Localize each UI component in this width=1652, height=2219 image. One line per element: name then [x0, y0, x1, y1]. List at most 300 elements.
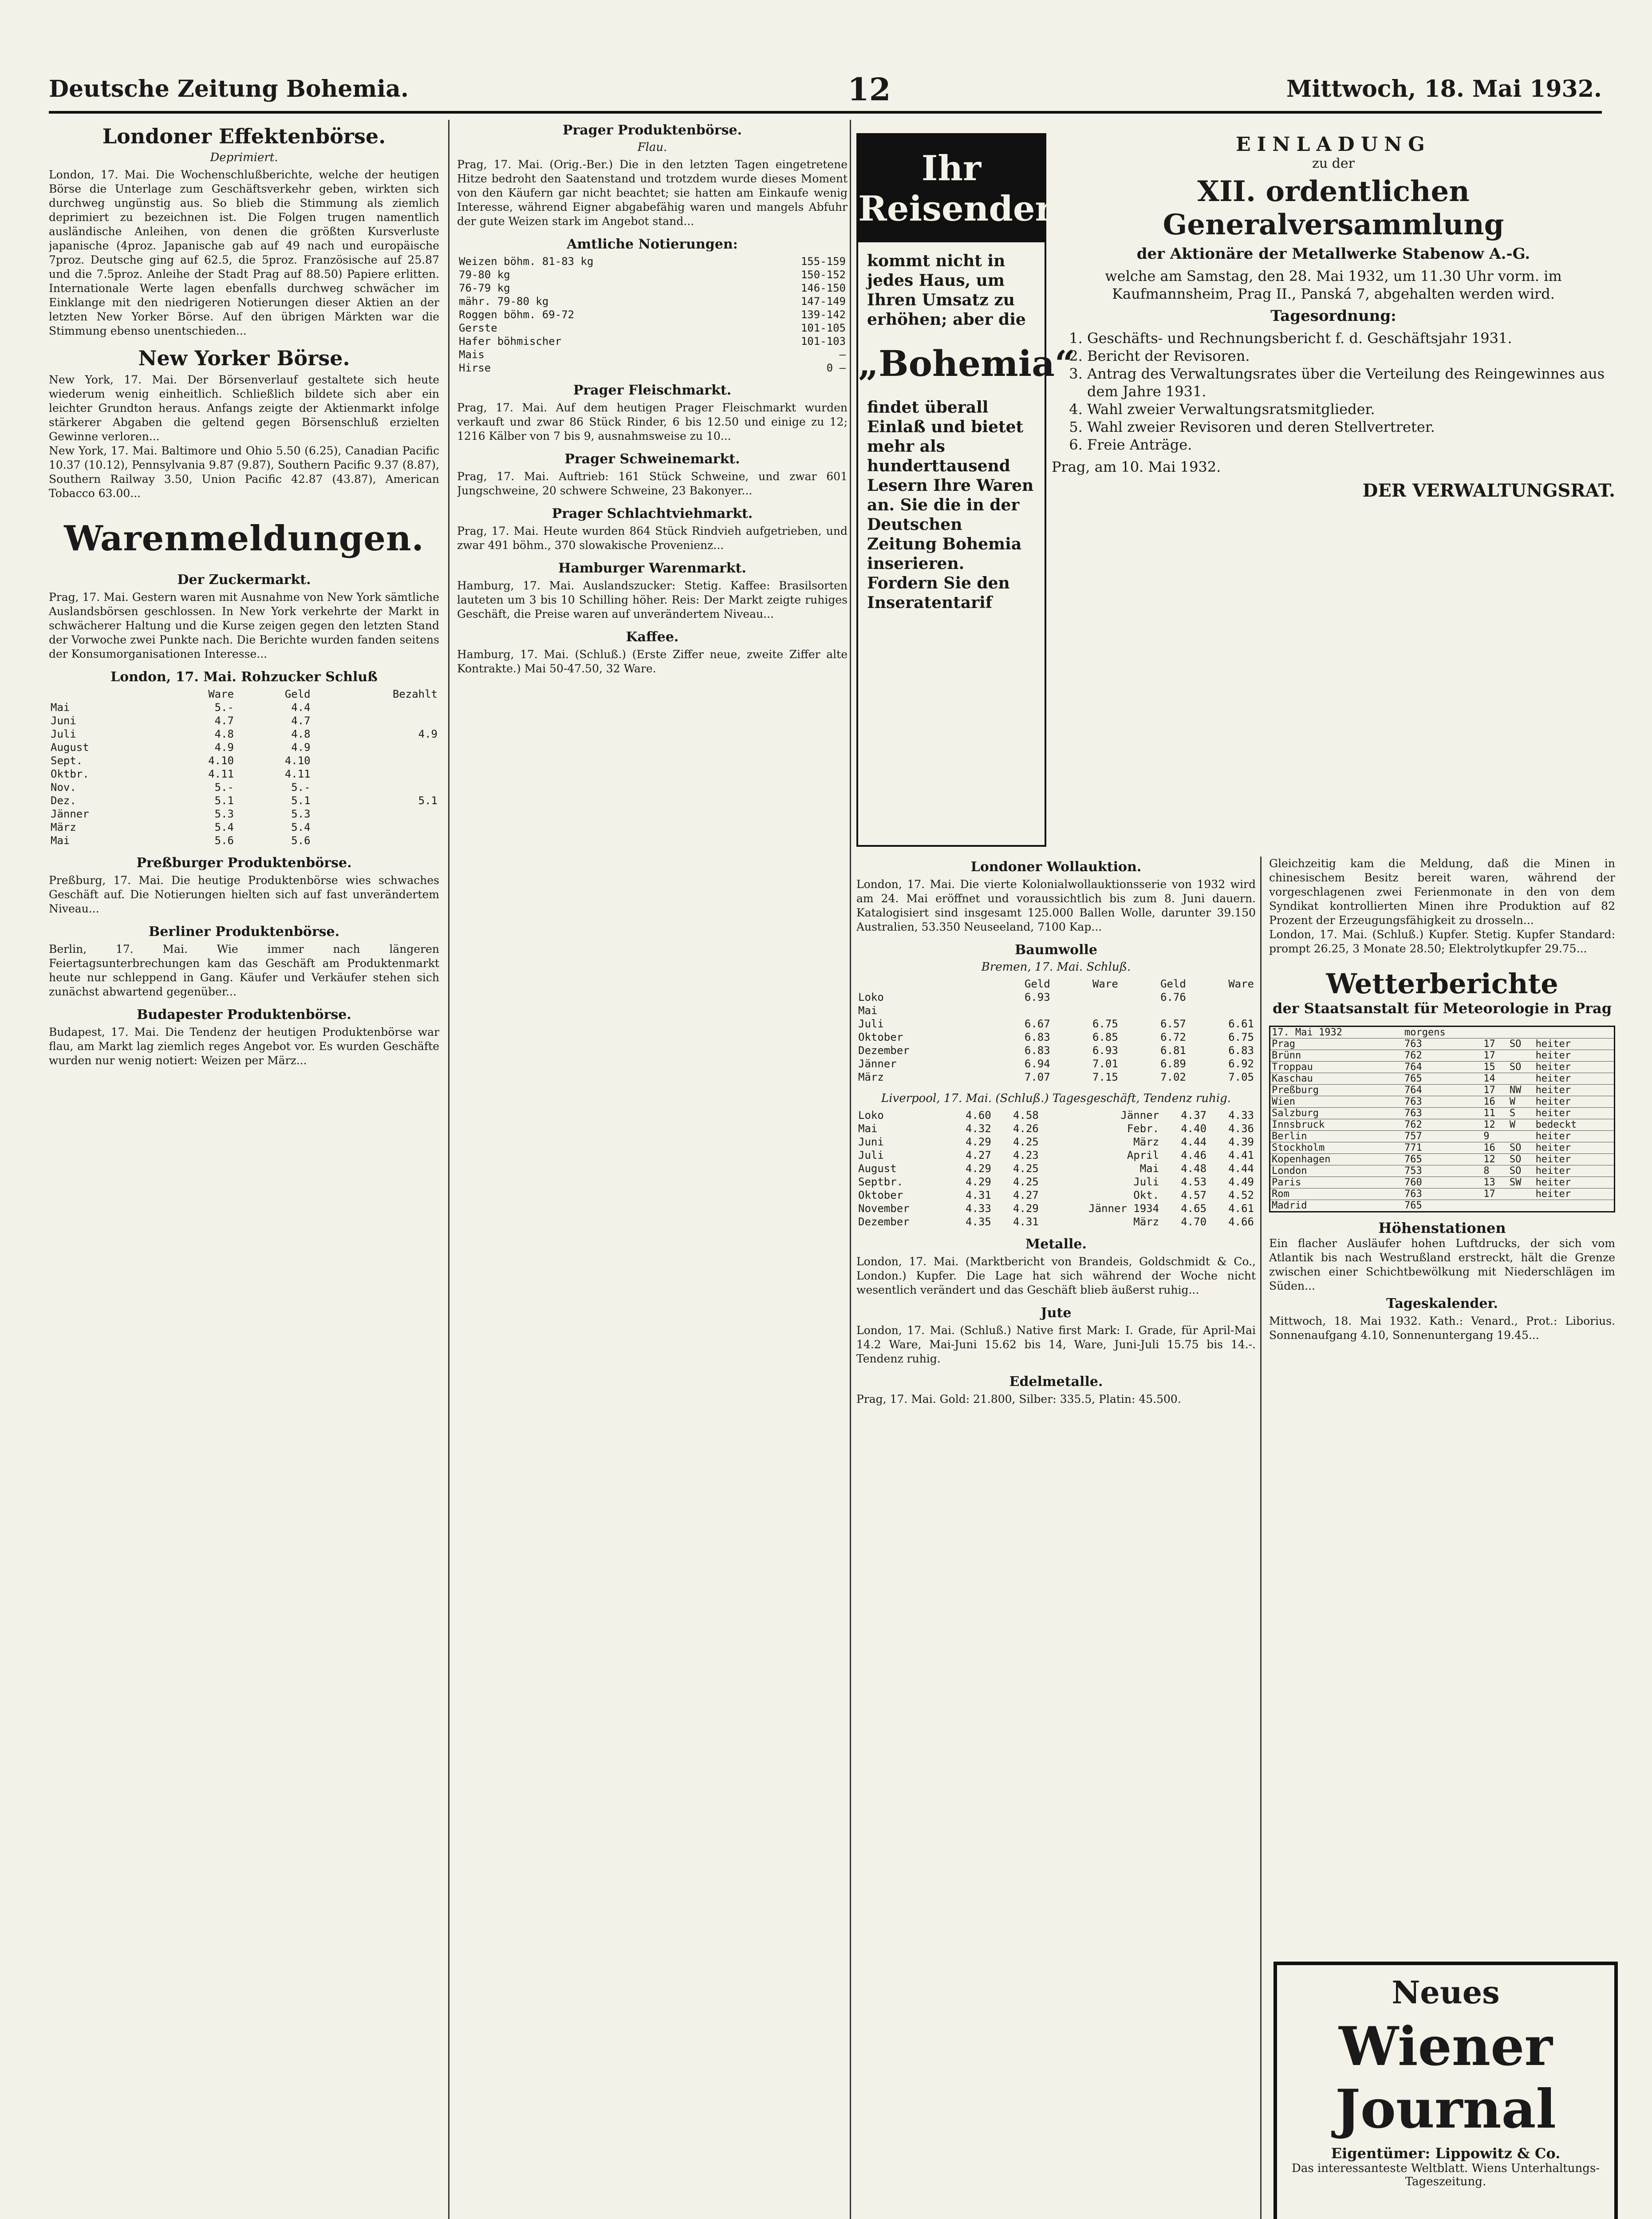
table-cell: 11 [1482, 1108, 1508, 1119]
table-cell: 4.61 [1228, 1202, 1254, 1215]
agenda-item: 5. Wahl zweier Revisoren und deren Stellvertreter. [1087, 418, 1615, 436]
section-title: Londoner Effektenbörse. [102, 124, 386, 148]
table-cell [312, 807, 439, 821]
column-4-top [1269, 857, 1615, 959]
table-cell: Madrid [1270, 1200, 1404, 1212]
jute-section [856, 1305, 1256, 1366]
table-cell: 753 [1403, 1165, 1482, 1177]
table-row [856, 1162, 1256, 1175]
table-cell: NW [1508, 1085, 1534, 1096]
table-cell: Dez. [51, 794, 76, 807]
table-cell: Juli [858, 1018, 884, 1030]
table-cell: 5.4 [291, 821, 311, 833]
table-cell: Stockholm [1270, 1142, 1404, 1154]
table-cell: 6.81 [1160, 1044, 1186, 1057]
article-text: Hamburg, 17. Mai. Auslandszucker: Stetig. Kaffee: Brasilsorten lauteten um 3 bis 10 Schilling höher. Reis: Der Markt zeigte ruhiges Geschäft, die Preise waren auf unverändertem Niveau... [457, 579, 848, 620]
table-header-cell [1534, 1027, 1615, 1038]
table-cell: mähr. 79-80 kg [459, 295, 549, 308]
table-row [1270, 1119, 1615, 1131]
column-2 [457, 120, 848, 2219]
table-cell: 6.75 [1092, 1018, 1118, 1030]
article-text: Hamburg, 17. Mai. (Schluß.) (Erste Ziffer neue, zweite Ziffer alte Kontrakte.) Mai 50-47.50, 32 Ware. [457, 648, 848, 675]
table-cell: Salzburg [1270, 1108, 1404, 1119]
table-cell: Oktbr. [51, 768, 89, 780]
section-title: Edelmetalle. [1009, 1374, 1103, 1390]
table-row [1270, 1073, 1615, 1085]
table-title: London, 17. Mai. Rohzucker Schluß [110, 669, 378, 685]
invitation-company: der Aktionäre der Metallwerke Stabenow A.-G. [1136, 245, 1530, 263]
invitation-when: welche am Samstag, den 28. Mai 1932, um 11.30 Uhr vorm. im Kaufmannsheim, Prag II., Panská 7, abgehalten werden wird. [1105, 268, 1562, 302]
weather-title: Wetterberichte [1326, 967, 1558, 1000]
table-cell: 6.93 [1024, 991, 1050, 1003]
schlacht-section [457, 506, 848, 553]
table-cell [312, 714, 439, 727]
table-cell: Mai [858, 1122, 878, 1135]
section-title: Jute [1041, 1305, 1072, 1321]
column-4-text [1269, 857, 1615, 956]
table-cell [312, 821, 439, 834]
section-subtitle: Flau. [637, 141, 667, 154]
agenda-title: Tagesordnung: [1270, 307, 1396, 325]
table-cell: 4.11 [208, 768, 234, 780]
table-cell: Okt. [1133, 1189, 1159, 1201]
table-cell [1120, 1004, 1188, 1017]
table-row [457, 361, 848, 375]
table-cell: 8 [1482, 1165, 1508, 1177]
table-row [856, 1175, 1256, 1188]
table-cell: 13 [1482, 1177, 1508, 1188]
table-row [457, 281, 848, 295]
table-cell: 155-159 [800, 255, 846, 268]
table-cell: 4.41 [1228, 1149, 1254, 1161]
table-cell: 0 — [826, 362, 846, 374]
table-cell: SO [1508, 1038, 1534, 1050]
section-title: Prager Schweinemarkt. [564, 451, 740, 467]
wj-title: Wiener Journal [1335, 2015, 1556, 2140]
table-cell [312, 741, 439, 754]
schweine-section [457, 451, 848, 498]
table-cell: 6.83 [1024, 1044, 1050, 1057]
table-cell: Berlin [1270, 1131, 1404, 1142]
weather-subtitle: der Staatsanstalt für Meteorologie in Prag [1272, 1000, 1612, 1017]
article-text: London, 17. Mai. (Schluß.) Native first Mark: I. Grade, für April-Mai 14.2 Ware, Mai-Juni 15.62 bis 14, Ware, Juni-Juli 15.75 bis 14.-. Tendenz ruhig. [856, 1324, 1256, 1365]
table-cell: März [858, 1071, 884, 1083]
table-row [49, 834, 439, 847]
table-cell [984, 1004, 1052, 1017]
table-row [1270, 1142, 1615, 1154]
table-row [457, 348, 848, 361]
table-cell: 4.4 [291, 701, 311, 714]
liverpool-table [856, 1109, 1256, 1228]
wj-neues: Neues [1392, 1974, 1500, 2011]
table-cell: 763 [1403, 1108, 1482, 1119]
table-cell: heiter [1534, 1038, 1615, 1050]
table-header-cell: morgens [1403, 1027, 1482, 1038]
table-cell: 763 [1403, 1038, 1482, 1050]
table-cell: 4.53 [1181, 1176, 1207, 1188]
table-cell: August [858, 1162, 897, 1175]
table-row [49, 794, 439, 807]
table-cell: 4.58 [1013, 1109, 1039, 1121]
table-cell: 101-103 [800, 335, 846, 347]
table-cell: 4.8 [214, 728, 234, 740]
table-cell: 4.31 [966, 1189, 991, 1201]
section-subtitle: Bremen, 17. Mai. Schluß. [981, 960, 1131, 974]
column-rule [448, 120, 449, 2219]
agenda-item: 2. Bericht der Revisoren. [1087, 347, 1615, 365]
table-cell: März [51, 821, 76, 833]
table-row [1270, 1038, 1615, 1050]
table-row [49, 807, 439, 821]
table-cell: 6.89 [1160, 1058, 1186, 1070]
table-header-cell: Bezahlt [392, 688, 438, 700]
table-cell: 6.67 [1024, 1018, 1050, 1030]
weather-text-block [1269, 1236, 1615, 1342]
table-cell: Mai [51, 834, 70, 847]
table-cell: 5.6 [291, 834, 311, 847]
table-cell: 5.6 [214, 834, 234, 847]
wj-slogan: Das interessanteste Weltblatt. Wiens Unterhaltungs- Tageszeitung. [1291, 2162, 1600, 2188]
table-row [49, 727, 439, 741]
table-cell: 762 [1403, 1050, 1482, 1062]
table-row [457, 268, 848, 281]
table-cell: 7.07 [1024, 1071, 1050, 1083]
table-cell: Febr. [1127, 1122, 1159, 1135]
baumwolle-section [856, 942, 1256, 1084]
table-row [457, 335, 848, 348]
table-cell: 4.40 [1181, 1122, 1207, 1135]
table-cell [312, 781, 439, 794]
article-text: London, 17. Mai. Die vierte Kolonialwollauktionsserie von 1932 wird am 24. Mai eröffnet und voraussichtlich bis zum 8. Juni dauern. Katalogisiert sind insgesamt 125.000 Ballen Wolle, darunter 39.150 Australien, 53.350 Neuseeland, 7100 Kap... [856, 878, 1256, 933]
table-row [1270, 1108, 1615, 1119]
table-cell: 6.83 [1228, 1044, 1254, 1057]
table-row [856, 1004, 1256, 1017]
table-cell: Septbr. [858, 1176, 903, 1188]
table-cell: 7.02 [1160, 1071, 1186, 1083]
table-cell: 4.60 [966, 1109, 991, 1121]
column-1 [49, 120, 439, 2219]
table-cell: 7.05 [1228, 1071, 1254, 1083]
ad-headline: Ihr Reisender [858, 135, 1045, 242]
table-cell: heiter [1534, 1131, 1615, 1142]
invitation-to: zu der [1312, 156, 1355, 171]
table-cell: 4.25 [1013, 1176, 1039, 1188]
table-cell: 4.33 [1228, 1109, 1254, 1121]
table-cell [312, 754, 439, 767]
weather-text: Ein flacher Ausläufer hohen Luftdrucks, der sich vom Atlantik bis nach Westrußland erstreckt, hält die Grenze zwischen einer Schichtbewölkung mit Niederschlägen im Süden... [1269, 1237, 1615, 1292]
table-cell: 5.- [214, 781, 234, 794]
article-text: Prag, 17. Mai. Gold: 21.800, Silber: 335.5, Platin: 45.500. [856, 1393, 1181, 1406]
table-cell [1508, 1200, 1534, 1212]
table-cell: 147-149 [800, 295, 846, 308]
table-cell [1534, 1200, 1615, 1212]
table-cell: 5.4 [214, 821, 234, 833]
table-row [1270, 1165, 1615, 1177]
table-cell: Hafer böhmischer [459, 335, 562, 347]
table-cell: Nov. [51, 781, 76, 794]
table-cell: November [858, 1202, 910, 1215]
table-cell: heiter [1534, 1108, 1615, 1119]
table-row [49, 741, 439, 754]
table-cell: 4.48 [1181, 1162, 1207, 1175]
ad-brand: „Bohemia“ [858, 343, 1075, 384]
kaffee-section [457, 629, 848, 676]
table-cell: 4.25 [1013, 1136, 1039, 1148]
table-row [1270, 1154, 1615, 1165]
table-cell: 4.39 [1228, 1136, 1254, 1148]
table-cell: 765 [1403, 1154, 1482, 1165]
table-cell [1508, 1050, 1534, 1062]
table-cell: 5.- [291, 781, 311, 794]
hamburg-section [457, 561, 848, 621]
table-row [49, 754, 439, 767]
table-row [457, 321, 848, 335]
table-cell: 4.27 [966, 1149, 991, 1161]
table-cell: heiter [1534, 1177, 1615, 1188]
table-cell: 14 [1482, 1073, 1508, 1085]
section-title: Warenmeldungen. [64, 518, 424, 559]
table-row [856, 1109, 1256, 1122]
table-cell: 4.57 [1181, 1189, 1207, 1201]
table-cell: Weizen böhm. 81-83 kg [459, 255, 594, 268]
table-row [49, 714, 439, 727]
table-cell: Loko [858, 991, 884, 1003]
table-cell: 4.44 [1228, 1162, 1254, 1175]
table-cell: 76-79 kg [459, 282, 510, 294]
table-cell: 4.44 [1181, 1136, 1207, 1148]
table-cell: Juli [51, 728, 76, 740]
table-cell: 757 [1403, 1131, 1482, 1142]
agenda-item: 1. Geschäfts- und Rechnungsbericht f. d. Geschäftsjahr 1931. [1087, 329, 1615, 347]
table-cell: Mai [1139, 1162, 1159, 1175]
table-cell: März [1133, 1136, 1159, 1148]
table-cell: 760 [1403, 1177, 1482, 1188]
waren-section [49, 518, 439, 661]
table-cell: heiter [1534, 1050, 1615, 1062]
table-cell: 4.33 [966, 1202, 991, 1215]
section-title: Preßburger Produktenbörse. [136, 855, 352, 871]
table-cell: 4.9 [214, 741, 234, 754]
table-header-cell: Ware [1092, 978, 1118, 990]
table-cell: 4.37 [1181, 1109, 1207, 1121]
article-text: New York, 17. Mai. Der Börsenverlauf gestaltete sich heute wiederum wenig einheitlich. Schließlich bildete sich aber ein leichter Grundton heraus. Anfangs zeigte der Aktienmarkt infolge stärkerer Abgaben die geltend gegen Börsenschluß erzielten Gewinne verloren... [49, 373, 439, 443]
table-cell: Dezember [858, 1044, 910, 1057]
table-cell: Innsbruck [1270, 1119, 1404, 1131]
table-cell: 763 [1403, 1096, 1482, 1108]
table-cell: 4.66 [1228, 1216, 1254, 1228]
table-cell: heiter [1534, 1073, 1615, 1085]
table-cell: 5.1 [214, 794, 234, 807]
table-cell: 5.3 [291, 808, 311, 820]
section-title: Berliner Produktenbörse. [148, 924, 340, 940]
table-cell [1508, 1188, 1534, 1200]
invitation-signature: DER VERWALTUNGSRAT. [1362, 480, 1615, 501]
table-cell [1052, 1004, 1120, 1017]
table-cell: Preßburg [1270, 1085, 1404, 1096]
table-cell: 6.76 [1160, 991, 1186, 1003]
table-row [856, 1215, 1256, 1228]
table-cell: 764 [1403, 1062, 1482, 1073]
invitation-event: XII. ordentlichen Generalversammlung [1163, 175, 1504, 241]
table-cell: 762 [1403, 1119, 1482, 1131]
table-cell: 4.11 [284, 768, 311, 780]
table-cell: Jänner [1120, 1109, 1159, 1121]
ad-text: findet überall Einlaß und bietet mehr als hunderttausend Lesern Ihre Waren an. Sie die in der Deutschen Zeitung Bohemia inserieren. Fordern Sie den Inseratentarif [867, 398, 1034, 612]
section-title: Amtliche Notierungen: [567, 237, 738, 252]
table-cell: — [839, 348, 846, 361]
table-row [856, 1057, 1256, 1070]
table-cell: heiter [1534, 1096, 1615, 1108]
table-cell: 4.7 [214, 715, 234, 727]
table-cell: 4.23 [1013, 1149, 1039, 1161]
table-cell: SO [1508, 1154, 1534, 1165]
table-header-cell: Geld [284, 688, 311, 700]
table-cell: 6.61 [1228, 1018, 1254, 1030]
table-cell [1188, 1004, 1256, 1017]
bremen-table [856, 977, 1256, 1084]
table-cell: London [1270, 1165, 1404, 1177]
table-header-cell: Geld [1024, 978, 1050, 990]
table-cell: 4.29 [966, 1136, 991, 1148]
article-text: Prag, 17. Mai. Heute wurden 864 Stück Rindvieh aufgetrieben, und zwar 491 böhm., 370 slowakische Provenienz... [457, 525, 848, 552]
table-cell: 763 [1403, 1188, 1482, 1200]
section-title: Metalle. [1025, 1236, 1087, 1252]
article-text: Prag, 17. Mai. Auftrieb: 161 Stück Schweine, und zwar 601 Jungschweine, 20 schwere Schweine, 23 Bakonyer... [457, 470, 848, 497]
table-cell: Juli [858, 1149, 884, 1161]
table-header-cell [1482, 1027, 1508, 1038]
wolle-section [856, 859, 1256, 934]
table-cell: 6.93 [1092, 1044, 1118, 1057]
table-cell [312, 834, 439, 847]
table-cell: SO [1508, 1165, 1534, 1177]
metalle-section [856, 1236, 1256, 1297]
table-cell [1052, 991, 1120, 1004]
table-cell: 4.9 [291, 741, 311, 754]
table-cell: August [51, 741, 89, 754]
section-title: Prager Fleischmarkt. [573, 383, 732, 398]
table-cell: Jänner [51, 808, 89, 820]
article-quotes: New York, 17. Mai. Baltimore und Ohio 5.50 (6.25), Canadian Pacific 10.37 (10.12), Pennsylvania 9.87 (9.87), Southern Pacific 9.37 (8.87), Southern Railway 3.50, Union Pacific 42.87 (43.87), American Tobacco 63.00... [49, 444, 439, 500]
table-cell: 4.10 [284, 754, 311, 767]
budapest-section [49, 1007, 439, 1068]
table-cell [312, 701, 439, 714]
header-date: Mittwoch, 18. Mai 1932. [1286, 75, 1602, 103]
table-cell: 101-105 [800, 322, 846, 334]
table-header-cell [49, 687, 159, 701]
table-cell: 4.52 [1228, 1189, 1254, 1201]
table-cell: Mai [51, 701, 70, 714]
table-row [457, 295, 848, 308]
table-header-row [49, 687, 439, 701]
table-cell: 139-142 [800, 308, 846, 321]
table-cell: SW [1508, 1177, 1534, 1188]
article-text: Preßburg, 17. Mai. Die heutige Produktenbörse wies schwaches Geschäft auf. Die Notierungen hielten sich auf fast unverändertem Niveau... [49, 874, 439, 915]
agenda-item: 3. Antrag des Verwaltungsrates über die Verteilung des Reingewinnes aus dem Jahre 1931. [1087, 365, 1615, 400]
table-cell: 15 [1482, 1062, 1508, 1073]
table-row [856, 1135, 1256, 1149]
table-cell: 6.94 [1024, 1058, 1050, 1070]
table-row [856, 1044, 1256, 1057]
section-title: Baumwolle [1014, 942, 1098, 958]
table-cell: 764 [1403, 1085, 1482, 1096]
table-cell: Brünn [1270, 1050, 1404, 1062]
table-row [49, 767, 439, 781]
pressburg-section [49, 855, 439, 916]
table-cell: 4.26 [1013, 1122, 1039, 1135]
edelmetalle-section [856, 1374, 1256, 1406]
table-cell [1482, 1200, 1508, 1212]
article-text: Gleichzeitig kam die Meldung, daß die Minen in chinesischem Besitz bereit waren, während der vorgeschlagenen zwei Ferienmonate in den von dem Syndikat kontrollierten Minen ihre Produktion auf 82 Prozent der Erzeugungsfähigkeit zu drosseln... [1269, 857, 1615, 927]
section-title: Londoner Wollauktion. [970, 859, 1142, 875]
table-cell: 4.49 [1228, 1176, 1254, 1188]
table-row [49, 781, 439, 794]
berlin-section [49, 924, 439, 999]
table-cell: 6.83 [1024, 1031, 1050, 1043]
table-cell: 765 [1403, 1073, 1482, 1085]
invitation-date: Prag, am 10. Mai 1932. [1052, 458, 1221, 475]
section-title: Prager Produktenbörse. [562, 122, 742, 138]
table-cell: heiter [1534, 1154, 1615, 1165]
table-cell: 6.85 [1092, 1031, 1118, 1043]
table-row [49, 821, 439, 834]
table-row [1270, 1085, 1615, 1096]
fleisch-section [457, 383, 848, 443]
table-cell: Roggen böhm. 69-72 [459, 308, 575, 321]
article-text: Prag, 17. Mai. (Orig.-Ber.) Die in den letzten Tagen eingetretene Hitze bedroht den Saatenstand und trotzdem wurde dieses Moment von den Käufern gar nicht beachtet; sie hatten am Einkaufe wenig Interesse, während Eigner abgabefähig waren und mangels Abfuhr der gute Weizen stark im Angebot stand... [457, 158, 848, 228]
section-title: New Yorker Börse. [138, 346, 350, 370]
table-cell [1188, 991, 1256, 1004]
table-cell: Mai [858, 1004, 878, 1017]
tageskalender-text: Mittwoch, 18. Mai 1932. Kath.: Venard., Prot.: Liborius. Sonnenaufgang 4.10, Sonnenuntergang 19.45... [1269, 1315, 1615, 1342]
table-cell: 17 [1482, 1085, 1508, 1096]
table-cell: SO [1508, 1062, 1534, 1073]
table-cell: 9 [1482, 1131, 1508, 1142]
table-cell: bedeckt [1534, 1119, 1615, 1131]
table-row [1270, 1096, 1615, 1108]
reisender-ad [856, 133, 1075, 847]
table-cell: 771 [1403, 1142, 1482, 1154]
article-text: London, 17. Mai. (Schluß.) Kupfer. Stetig. Kupfer Standard: prompt 26.25, 3 Monate 28.50; Elektrolytkupfer 29.75... [1269, 928, 1615, 955]
table-cell: Kopenhagen [1270, 1154, 1404, 1165]
table-cell: 4.65 [1181, 1202, 1207, 1215]
table-cell [1508, 1131, 1534, 1142]
page-header [49, 67, 1602, 114]
table-header-row [856, 977, 1256, 991]
table-cell: heiter [1534, 1085, 1615, 1096]
table-cell: März [1133, 1216, 1159, 1228]
amtlich-section [457, 237, 848, 375]
table-cell: Juni [858, 1136, 884, 1148]
table-cell: Loko [858, 1109, 884, 1121]
prager-section [457, 122, 848, 229]
section-title: Kaffee. [626, 629, 679, 645]
table-cell: Mais [459, 348, 485, 361]
agenda-item: 6. Freie Anträge. [1087, 436, 1615, 454]
section-title: Hamburger Warenmarkt. [558, 561, 746, 576]
table-cell: S [1508, 1108, 1534, 1119]
table-cell: 4.27 [1013, 1189, 1039, 1201]
table-row [1270, 1050, 1615, 1062]
section-title: Budapester Produktenbörse. [137, 1007, 351, 1023]
table-row [1270, 1131, 1615, 1142]
table-cell: heiter [1534, 1188, 1615, 1200]
table-cell: Sept. [51, 754, 83, 767]
section-subtitle: Liverpool, 17. Mai. (Schluß.) Tagesgeschäft, Tendenz ruhig. [881, 1092, 1231, 1105]
section-title: Prager Schlachtviehmarkt. [552, 506, 753, 521]
ad-text: kommt nicht in jedes Haus, um Ihren Umsatz zu erhöhen; aber die [867, 252, 1026, 329]
table-cell: 150-152 [800, 268, 846, 281]
table-cell: 6.57 [1160, 1018, 1186, 1030]
